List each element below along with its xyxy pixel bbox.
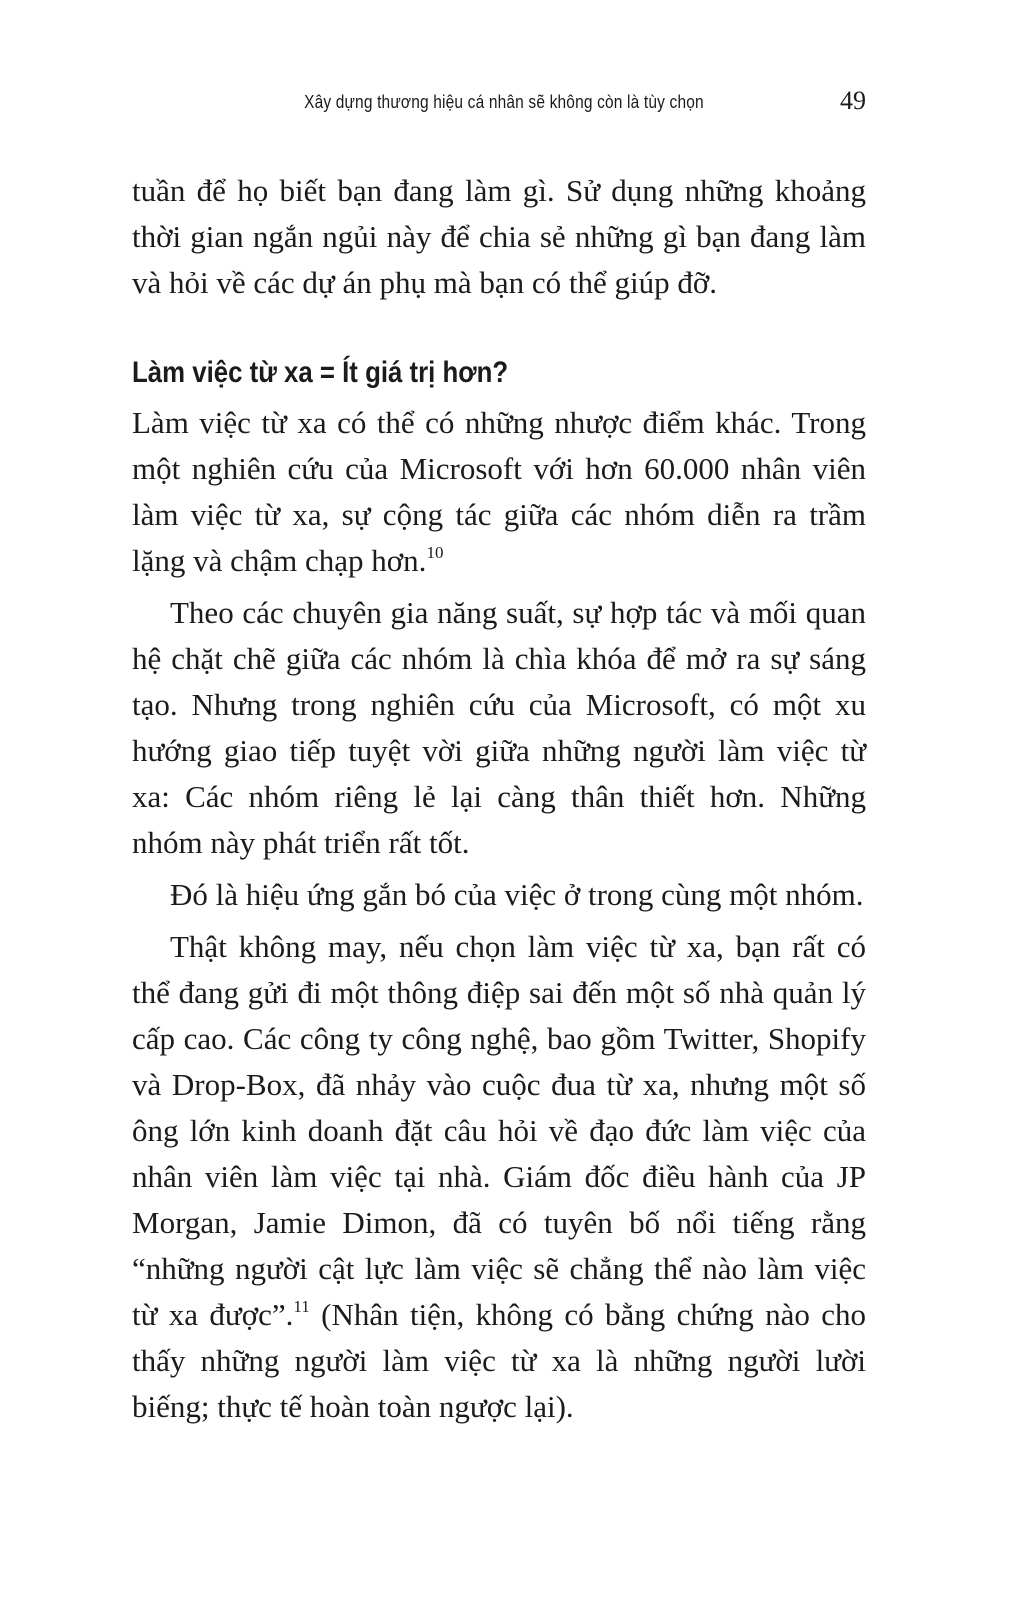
paragraph-bonding-effect: Đó là hiệu ứng gắn bó của việc ở trong cùng một nhóm.	[170, 877, 864, 912]
section-heading: Làm việc từ xa = Ít giá trị hơn?	[132, 356, 509, 389]
footnote-ref-10: 10	[426, 543, 444, 562]
page-content	[132, 168, 866, 1430]
paragraph-text: Làm việc từ xa có thể có những nhược điểm khác. Trong một nghiên cứu của Microsoft với hơn 60.000 nhân viên làm việc từ xa, sự cộng tác giữa các nhóm diễn ra trầm lặng và chậm chạp hơn.	[132, 405, 866, 578]
paragraph-collaboration: Theo các chuyên gia năng suất, sự hợp tác và mối quan hệ chặt chẽ giữa các nhóm là chìa khóa để mở ra sự sáng tạo. Nhưng trong nghiên cứu của Microsoft, có một xu hướng giao tiếp tuyệt vời giữa những người làm việc từ xa: Các nhóm riêng lẻ lại càng thân thiết hơn. Những nhóm này phát triển rất tốt.	[132, 595, 866, 860]
footnote-ref-11: 11	[293, 1297, 310, 1316]
paragraph-remote-drawbacks	[132, 400, 866, 584]
page-number: 49	[840, 86, 866, 115]
paragraph-continuation: tuần để họ biết bạn đang làm gì. Sử dụng những khoảng thời gian ngắn ngủi này để chia sẻ những gì bạn đang làm và hỏi về các dự án phụ mà bạn có thể giúp đỡ.	[132, 173, 866, 300]
paragraph-text: Thật không may, nếu chọn làm việc từ xa, bạn rất có thể đang gửi đi một thông điệp sai đến một số nhà quản lý cấp cao. Các công ty công nghệ, bao gồm Twitter, Shopify và Drop-Box, đã nhảy vào cuộc đua từ xa, nhưng một số ông lớn kinh doanh đặt câu hỏi về đạo đức làm việc của nhân viên làm việc tại nhà. Giám đốc điều hành của JP Morgan, Jamie Dimon, đã có tuyên bố nổi tiếng rằng “những người cật lực làm việc sẽ chẳng thể nào làm việc từ xa được”.	[132, 929, 866, 1332]
paragraph-executives	[132, 924, 866, 1430]
running-header	[132, 86, 866, 122]
paragraph-text-continued: (Nhân tiện, không có bằng chứng nào cho thấy những người làm việc từ xa là những người lười biếng; thực tế hoàn toàn ngược lại).	[132, 1297, 866, 1424]
running-title: Xây dựng thương hiệu cá nhân sẽ không còn là tùy chọn	[304, 92, 704, 112]
